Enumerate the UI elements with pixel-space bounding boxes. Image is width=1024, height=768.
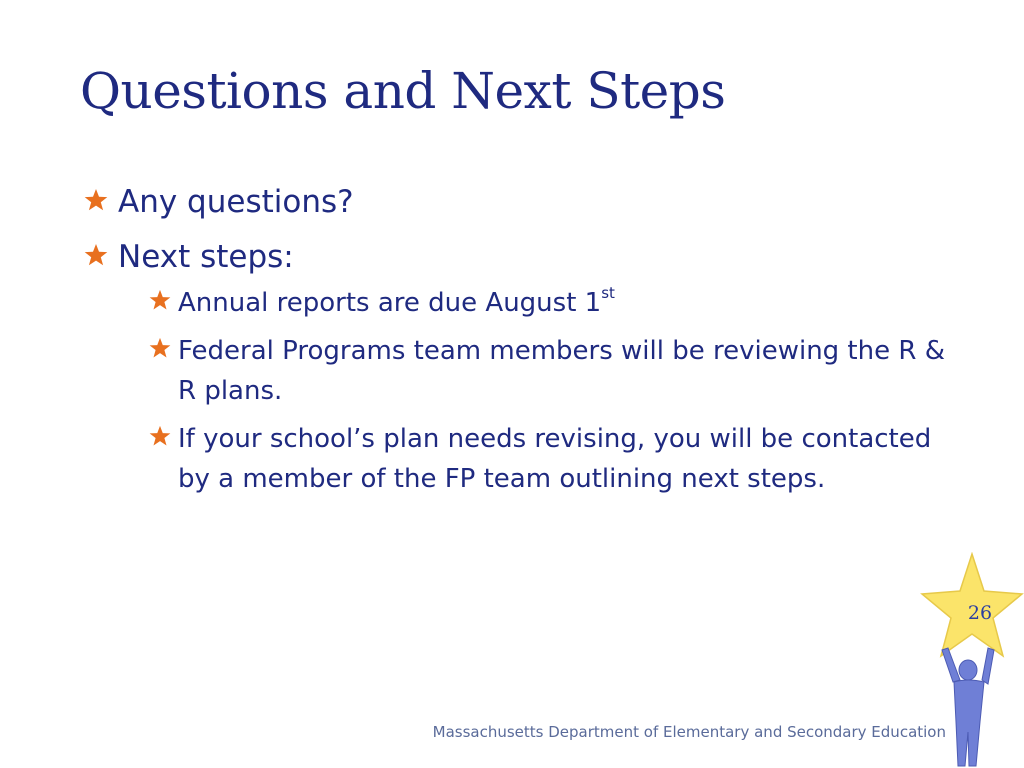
bullet-item [84,233,964,499]
sub-bullet-text: Federal Programs team members will be reviewing the R & R plans. [178,336,945,406]
star-person-icon [918,552,1024,768]
slide-title: Questions and Next Steps [80,62,726,120]
star-bullet-icon [149,289,171,311]
footer-organization: Massachusetts Department of Elementary and Secondary Education [432,723,946,741]
bullet-text: Next steps: [118,239,294,275]
star-bullet-icon [149,337,171,359]
page-number: 26 [967,602,993,624]
star-bullet-icon [84,243,108,267]
bullet-item [84,178,964,226]
superscript-ordinal: st [601,284,615,302]
star-bullet-icon [84,188,108,212]
sub-bullet-list [118,283,964,499]
star-bullet-icon [149,425,171,447]
sub-bullet-item [136,331,958,411]
sub-bullet-item [136,419,958,499]
bullet-list [84,178,964,507]
sub-bullet-text: If your school’s plan needs revising, you will be contacted by a member of the FP team outlining next steps. [178,424,932,494]
sub-bullet-text: Annual reports are due August 1 [178,288,602,318]
bullet-text: Any questions? [118,184,354,220]
sub-bullet-item [136,283,958,323]
